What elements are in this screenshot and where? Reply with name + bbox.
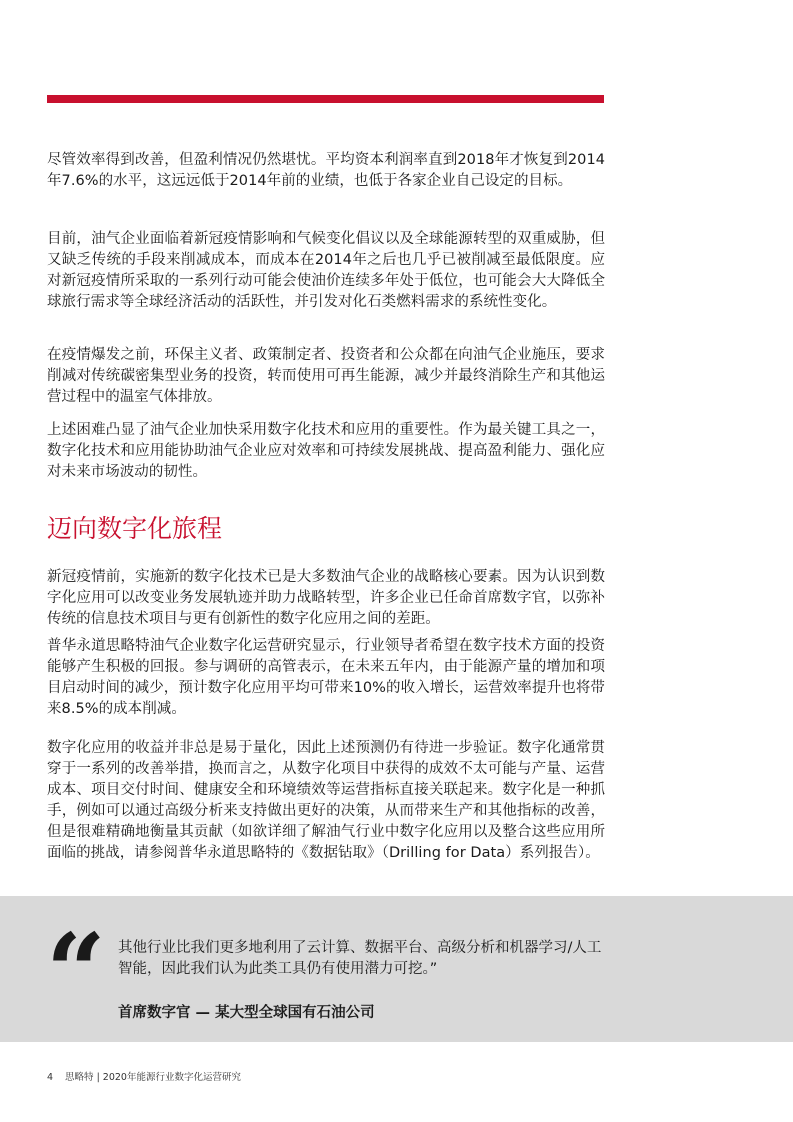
pull-quote-author: 首席数字官 — 某大型全球国有石油公司 <box>118 1005 375 1021</box>
footer-text: 思略特 | 2020年能源行业数字化运营研究 <box>65 1072 241 1083</box>
page-number: 4 <box>47 1072 54 1083</box>
body-paragraph: 上述困难凸显了油气企业加快采用数字化技术和应用的重要性。作为最关键工具之一，数字化技术和应用能协助油气企业应对效率和可持续发展挑战、提高盈利能力、强化应对未来市场波动的韧性。 <box>47 422 605 480</box>
body-paragraph: 目前，油气企业面临着新冠疫情影响和气候变化倡议以及全球能源转型的双重威胁，但又缺乏传统的手段来削减成本，而成本在2014年之后也几乎已被削减至最低限度。应对新冠疫情所采取的一系列行动可能会使油价连续多年处于低位，也可能会大大降低全球旅行需求等全球经济活动的活跃性，并引发对化石类燃料需求的系统性变化。 <box>47 231 605 310</box>
page-footer <box>47 1072 241 1084</box>
body-paragraph: 新冠疫情前，实施新的数字化技术已是大多数油气企业的战略核心要素。因为认识到数字化应用可以改变业务发展轨迹并助力战略转型，许多企业已任命首席数字官，以弥补传统的信息技术项目与更有创新性的数字化应用之间的差距。 <box>47 569 605 627</box>
section-heading: 迈向数字化旅程 <box>47 514 223 543</box>
quote-mark-icon: “ <box>46 910 106 1033</box>
body-paragraph: 数字化应用的收益并非总是易于量化，因此上述预测仍有待进一步验证。数字化通常贯穿于一系列的改善举措，换而言之，从数字化项目中获得的成效不太可能与产量、运营成本、项目交付时间、健康安全和环境绩效等运营指标直接关联起来。数字化是一种抓手，例如可以通过高级分析来支持做出更好的决策，从而带来生产和其他指标的改善，但是很难精确地衡量其贡献（如欲详细了解油气行业中数字化应用以及整合这些应用所面临的挑战，请参阅普华永道思略特的《数据钻取》（Drilling for Data）系列报告）。 <box>47 740 605 861</box>
body-paragraph: 尽管效率得到改善，但盈利情况仍然堪忧。平均资本利润率直到2018年才恢复到2014年7.6%的水平，这远远低于2014年前的业绩，也低于各家企业自己设定的目标。 <box>47 152 605 189</box>
body-paragraph: 普华永道思略特油气企业数字化运营研究显示，行业领导者希望在数字技术方面的投资能够产生积极的回报。参与调研的高管表示，在未来五年内，由于能源产量的增加和项目启动时间的减少，预计数字化应用平均可带来10%的收入增长，运营效率提升也将带来8.5%的成本削减。 <box>47 638 605 717</box>
body-paragraph: 在疫情爆发之前，环保主义者、政策制定者、投资者和公众都在向油气企业施压，要求削减对传统碳密集型业务的投资，转而使用可再生能源，减少并最终消除生产和其他运营过程中的温室气体排放。 <box>47 347 605 405</box>
pull-quote-text: 其他行业比我们更多地利用了云计算、数据平台、高级分析和机器学习/人工智能，因此我们认为此类工具仍有使用潜力可挖。” <box>118 940 602 977</box>
header-accent-bar <box>47 95 604 103</box>
